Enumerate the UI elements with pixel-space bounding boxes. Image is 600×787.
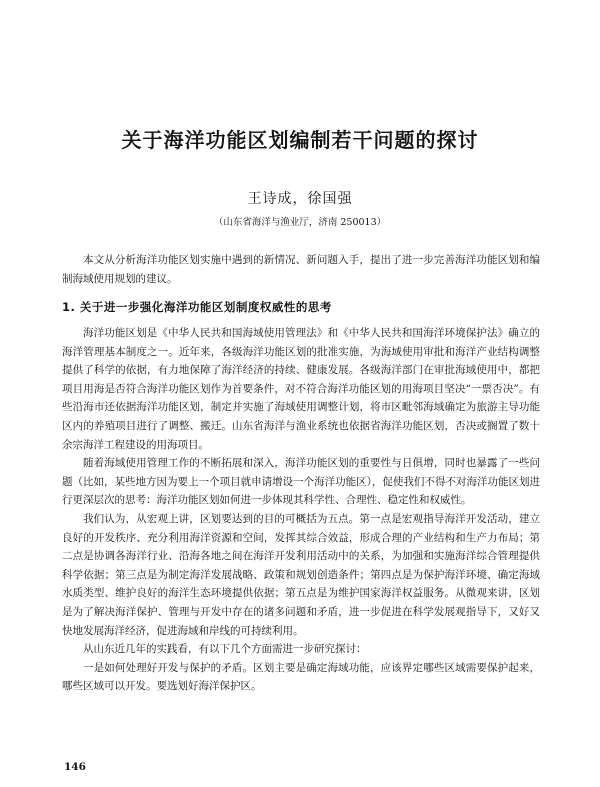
article-title: 关于海洋功能区划编制若干问题的探讨 [121,128,479,152]
author-line: 王诗成，徐国强 [247,191,353,207]
body-text [62,324,540,696]
body-paragraph: 从山东近几年的实践看，有以下几个方面需进一步研究探讨： [83,643,367,656]
body-paragraph: 随着海域使用管理工作的不断拓展和深入，海洋功能区划的重要性与日俱增，同时也暴露了一些问题（比如，某些地方因为要上一个项目就申请增设一个海洋功能区），促使我们不得不对海洋功能区划进行更深层次的思考：海洋功能区划如何进一步体现其科学性、合理性、稳定性和权威性。 [62,457,540,507]
body-paragraph: 海洋功能区划是《中华人民共和国海域使用管理法》和《中华人民共和国海洋环境保护法》确立的海洋管理基本制度之一。近年来，各级海洋功能区划的批准实施，为海域使用审批和海洋产业结构调整提供了科学的依据，有力地保障了海洋经济的持续、健康发展。各级海洋部门在审批海域使用中，都把项目用海是否符合海洋功能区划作为首要条件，对不符合海洋功能区划的用海项目坚决“一票否决”。有些沿海市还依据海洋功能区划，制定并实施了海域使用调整计划，将市区毗邻海域确定为旅游主导功能区内的养殖项目进行了调整、搬迁。山东省海洋与渔业系统也依据省海洋功能区划，否决或搁置了数十余宗海洋工程建设的用海项目。 [62,327,540,451]
body-paragraph: 一是如何处理好开发与保护的矛盾。区划主要是确定海域功能，应该界定哪些区域需要保护起来，哪些区域可以开发。要选划好海洋保护区。 [62,661,540,693]
abstract [62,251,540,288]
section-heading: 1. 关于进一步强化海洋功能区划制度权威性的思考 [62,300,332,314]
affiliation-line: （山东省海洋与渔业厅，济南 250013） [213,217,387,228]
body-paragraph: 我们认为，从宏观上讲，区划要达到的目的可概括为五点。第一点是宏观指导海洋开发活动，建立良好的开发秩序、充分利用海洋资源和空间，发挥其综合效益，形成合理的产业结构和生产力布局；第二点是协调各海洋行业、沿海各地之间在海洋开发利用活动中的关系，为加强和实施海洋综合管理提供科学依据；第三点是为制定海洋发展战略、政策和规划创造条件；第四点是为保护海洋环境、确定海域水质类型、维护良好的海洋生态环境提供依据；第五点是为维护国家海洋权益服务。从微观来讲，区划是为了解决海洋保护、管理与开发中存在的诸多问题和矛盾，进一步促进在科学发展观指导下，又好又快地发展海洋经济，促进海域和岸线的可持续利用。 [62,512,540,637]
page-number: 146 [64,761,86,773]
abstract-paragraph: 本文从分析海洋功能区划实施中遇到的新情况、新问题入手，提出了进一步完善海洋功能区划和编制海域使用规划的建议。 [62,254,540,285]
